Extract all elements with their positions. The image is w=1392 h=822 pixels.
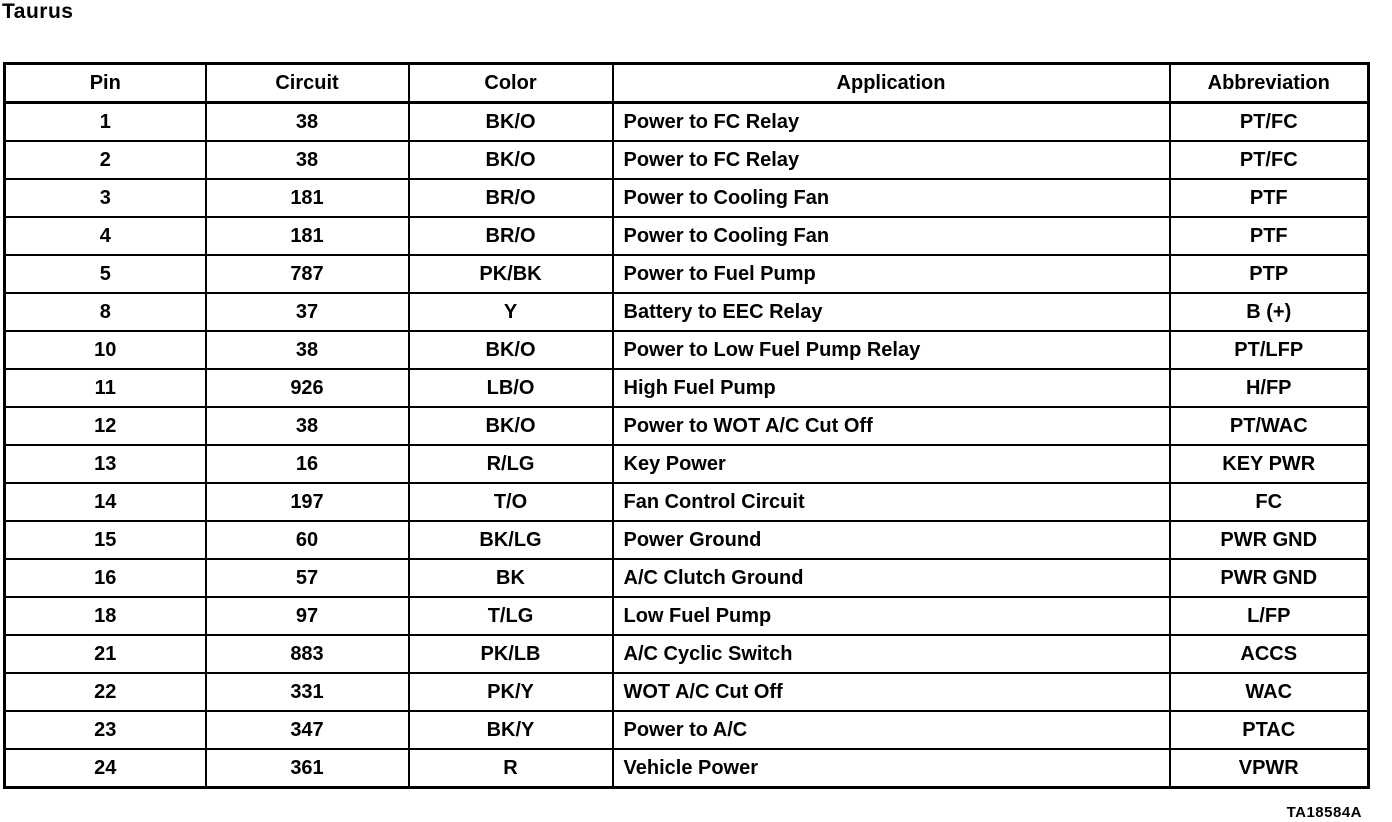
pin-cell: 3 <box>5 179 206 217</box>
color-cell: BK/O <box>409 407 613 445</box>
abbreviation-cell: PT/LFP <box>1170 331 1369 369</box>
table-row <box>5 255 1369 293</box>
abbreviation-cell: H/FP <box>1170 369 1369 407</box>
pin-cell: 24 <box>5 749 206 788</box>
pin-cell: 4 <box>5 217 206 255</box>
circuit-cell: 361 <box>206 749 409 788</box>
table-row <box>5 293 1369 331</box>
color-cell: LB/O <box>409 369 613 407</box>
table-row <box>5 635 1369 673</box>
pin-cell: 21 <box>5 635 206 673</box>
application-cell: High Fuel Pump <box>613 369 1170 407</box>
pin-table <box>3 62 1370 789</box>
application-cell: Fan Control Circuit <box>613 483 1170 521</box>
circuit-cell: 38 <box>206 407 409 445</box>
circuit-cell: 926 <box>206 369 409 407</box>
application-cell: Power to Cooling Fan <box>613 217 1170 255</box>
circuit-cell: 16 <box>206 445 409 483</box>
color-cell: BK/LG <box>409 521 613 559</box>
color-cell: BR/O <box>409 179 613 217</box>
abbreviation-cell: ACCS <box>1170 635 1369 673</box>
application-cell: Power to Low Fuel Pump Relay <box>613 331 1170 369</box>
application-cell: A/C Cyclic Switch <box>613 635 1170 673</box>
document-title: Taurus <box>2 0 74 23</box>
color-cell: BK/O <box>409 331 613 369</box>
circuit-cell: 331 <box>206 673 409 711</box>
pin-cell: 12 <box>5 407 206 445</box>
table-row <box>5 559 1369 597</box>
circuit-cell: 197 <box>206 483 409 521</box>
color-cell: R <box>409 749 613 788</box>
header-circuit: Circuit <box>206 64 409 103</box>
abbreviation-cell: KEY PWR <box>1170 445 1369 483</box>
color-cell: T/LG <box>409 597 613 635</box>
circuit-cell: 97 <box>206 597 409 635</box>
table-row <box>5 179 1369 217</box>
abbreviation-cell: PT/FC <box>1170 141 1369 179</box>
application-cell: Key Power <box>613 445 1170 483</box>
circuit-cell: 883 <box>206 635 409 673</box>
application-cell: Power to A/C <box>613 711 1170 749</box>
abbreviation-cell: WAC <box>1170 673 1369 711</box>
circuit-cell: 38 <box>206 103 409 142</box>
figure-id: TA18584A <box>1286 804 1362 821</box>
color-cell: BK/O <box>409 103 613 142</box>
circuit-cell: 60 <box>206 521 409 559</box>
application-cell: Low Fuel Pump <box>613 597 1170 635</box>
table-body <box>5 103 1369 788</box>
abbreviation-cell: PTF <box>1170 179 1369 217</box>
pin-cell: 18 <box>5 597 206 635</box>
table-row <box>5 711 1369 749</box>
abbreviation-cell: VPWR <box>1170 749 1369 788</box>
application-cell: Power to Cooling Fan <box>613 179 1170 217</box>
pin-cell: 10 <box>5 331 206 369</box>
color-cell: BK <box>409 559 613 597</box>
header-application: Application <box>613 64 1170 103</box>
table-row <box>5 673 1369 711</box>
header-pin: Pin <box>5 64 206 103</box>
pin-cell: 13 <box>5 445 206 483</box>
circuit-cell: 787 <box>206 255 409 293</box>
circuit-cell: 37 <box>206 293 409 331</box>
pin-cell: 5 <box>5 255 206 293</box>
color-cell: T/O <box>409 483 613 521</box>
pin-cell: 8 <box>5 293 206 331</box>
table-row <box>5 141 1369 179</box>
abbreviation-cell: PWR GND <box>1170 521 1369 559</box>
header-row <box>5 64 1369 103</box>
table-row <box>5 483 1369 521</box>
table-row <box>5 445 1369 483</box>
application-cell: Vehicle Power <box>613 749 1170 788</box>
pin-cell: 11 <box>5 369 206 407</box>
application-cell: WOT A/C Cut Off <box>613 673 1170 711</box>
circuit-cell: 181 <box>206 217 409 255</box>
pin-cell: 16 <box>5 559 206 597</box>
abbreviation-cell: L/FP <box>1170 597 1369 635</box>
table-row <box>5 369 1369 407</box>
header-color: Color <box>409 64 613 103</box>
application-cell: Power to WOT A/C Cut Off <box>613 407 1170 445</box>
color-cell: R/LG <box>409 445 613 483</box>
pin-cell: 22 <box>5 673 206 711</box>
pin-cell: 14 <box>5 483 206 521</box>
abbreviation-cell: PWR GND <box>1170 559 1369 597</box>
abbreviation-cell: B (+) <box>1170 293 1369 331</box>
color-cell: BK/O <box>409 141 613 179</box>
color-cell: PK/BK <box>409 255 613 293</box>
color-cell: PK/Y <box>409 673 613 711</box>
circuit-cell: 57 <box>206 559 409 597</box>
pin-cell: 15 <box>5 521 206 559</box>
abbreviation-cell: PT/WAC <box>1170 407 1369 445</box>
application-cell: A/C Clutch Ground <box>613 559 1170 597</box>
application-cell: Battery to EEC Relay <box>613 293 1170 331</box>
table-row <box>5 331 1369 369</box>
abbreviation-cell: FC <box>1170 483 1369 521</box>
pin-cell: 1 <box>5 103 206 142</box>
color-cell: PK/LB <box>409 635 613 673</box>
table-row <box>5 217 1369 255</box>
header-abbreviation: Abbreviation <box>1170 64 1369 103</box>
table-row <box>5 521 1369 559</box>
pin-cell: 23 <box>5 711 206 749</box>
color-cell: Y <box>409 293 613 331</box>
circuit-cell: 181 <box>206 179 409 217</box>
table-row <box>5 103 1369 142</box>
abbreviation-cell: PT/FC <box>1170 103 1369 142</box>
abbreviation-cell: PTP <box>1170 255 1369 293</box>
table-row <box>5 597 1369 635</box>
abbreviation-cell: PTAC <box>1170 711 1369 749</box>
application-cell: Power to Fuel Pump <box>613 255 1170 293</box>
application-cell: Power Ground <box>613 521 1170 559</box>
circuit-cell: 38 <box>206 141 409 179</box>
table-header <box>5 64 1369 103</box>
color-cell: BR/O <box>409 217 613 255</box>
abbreviation-cell: PTF <box>1170 217 1369 255</box>
pin-cell: 2 <box>5 141 206 179</box>
application-cell: Power to FC Relay <box>613 141 1170 179</box>
circuit-cell: 347 <box>206 711 409 749</box>
color-cell: BK/Y <box>409 711 613 749</box>
table-row <box>5 749 1369 788</box>
circuit-cell: 38 <box>206 331 409 369</box>
table-row <box>5 407 1369 445</box>
application-cell: Power to FC Relay <box>613 103 1170 142</box>
